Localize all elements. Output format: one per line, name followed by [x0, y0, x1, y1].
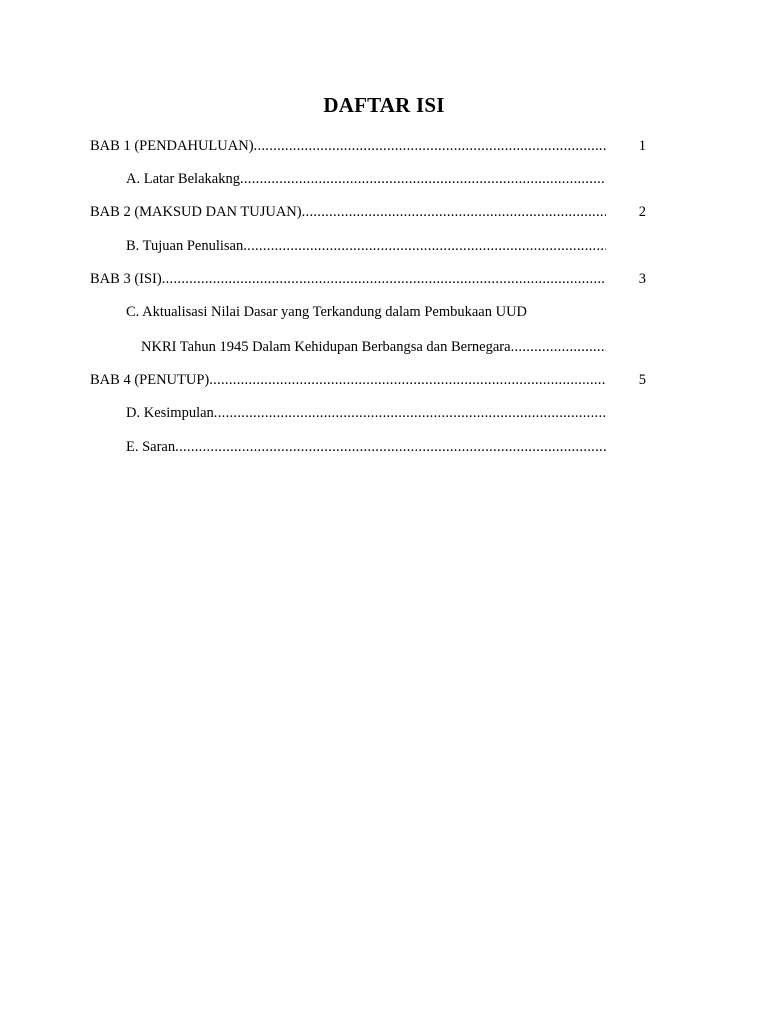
dot-leader — [243, 236, 606, 256]
toc-entry-b — [126, 236, 606, 256]
dot-leader — [302, 202, 606, 222]
toc-entry-e — [126, 437, 606, 457]
toc-entry-label: B. Tujuan Penulisan — [126, 238, 244, 254]
toc-entry-label: NKRI Tahun 1945 Dalam Kehidupan Berbangsa dan Bernegara — [141, 339, 511, 355]
toc-entry-bab-1 — [90, 136, 606, 156]
page-title: DAFTAR ISI — [323, 93, 445, 117]
toc-entry-label: BAB 2 (MAKSUD DAN TUJUAN) — [90, 204, 302, 220]
dot-leader — [214, 403, 606, 423]
toc-entry-c-line-1: C. Aktualisasi Nilai Dasar yang Terkandung dalam Pembukaan UUD — [126, 304, 528, 320]
dot-leader — [240, 169, 606, 189]
toc-page-number: 1 — [638, 138, 646, 154]
toc-entry-bab-2 — [90, 202, 606, 222]
dot-leader — [254, 136, 606, 156]
toc-entry-bab-4 — [90, 370, 606, 390]
toc-entry-c-line-2 — [141, 337, 606, 357]
toc-entry-label: BAB 3 (ISI) — [90, 271, 162, 287]
dot-leader — [511, 337, 606, 357]
toc-page-number: 5 — [638, 372, 646, 388]
toc-page-number: 2 — [638, 204, 646, 220]
toc-entry-label: BAB 4 (PENUTUP) — [90, 372, 210, 388]
dot-leader — [162, 269, 606, 289]
toc-entry-d — [126, 403, 606, 423]
toc-entry-label: D. Kesimpulan — [126, 405, 214, 421]
dot-leader — [209, 370, 606, 390]
dot-leader — [175, 437, 606, 457]
toc-entry-label: E. Saran — [126, 439, 176, 455]
toc-page-number: 3 — [638, 271, 646, 287]
toc-entry-label: A. Latar Belakakng — [126, 171, 240, 187]
toc-entry-a — [126, 169, 606, 189]
toc-entry-label: BAB 1 (PENDAHULUAN) — [90, 138, 254, 154]
toc-entry-bab-3 — [90, 269, 606, 289]
